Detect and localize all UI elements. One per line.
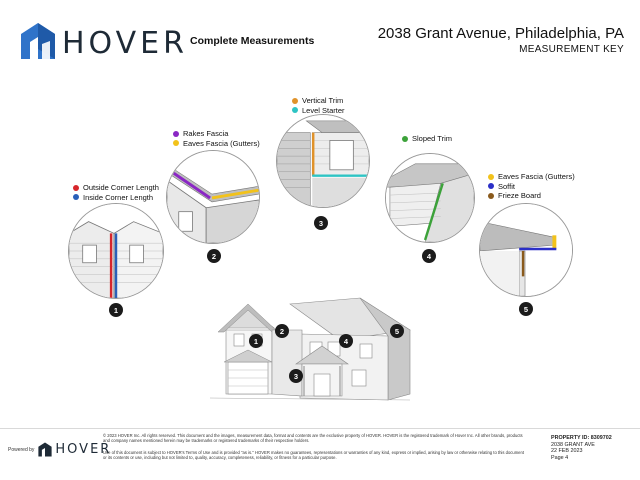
house-marker-1[interactable]: 1 bbox=[249, 334, 263, 348]
color-swatch bbox=[173, 140, 179, 146]
house-marker-4[interactable]: 4 bbox=[339, 334, 353, 348]
house-marker-2[interactable]: 2 bbox=[275, 324, 289, 338]
property-address: 2038 Grant Avenue, Philadelphia, PA bbox=[377, 25, 624, 42]
legend-detail-4 bbox=[402, 134, 452, 144]
house-marker-3[interactable]: 3 bbox=[289, 369, 303, 383]
legend-item bbox=[292, 96, 345, 106]
legend-item bbox=[488, 182, 575, 192]
color-swatch bbox=[488, 174, 494, 180]
footer-divider bbox=[0, 428, 640, 429]
powered-by-hover bbox=[8, 442, 111, 457]
legend-label: Eaves Fascia (Gutters) bbox=[498, 172, 575, 181]
logo-wordmark: HOVER bbox=[62, 26, 188, 61]
legend-detail-3 bbox=[292, 96, 345, 115]
legend-detail-2 bbox=[173, 129, 260, 148]
legend-label: Level Starter bbox=[302, 105, 345, 115]
legend-item bbox=[488, 172, 575, 182]
color-swatch bbox=[292, 98, 298, 104]
hover-logo-icon bbox=[20, 22, 56, 60]
house-marker-5[interactable]: 5 bbox=[390, 324, 404, 338]
hover-small-logo-icon bbox=[38, 442, 52, 457]
legend-detail-1 bbox=[73, 183, 159, 202]
legend-item bbox=[73, 193, 159, 203]
legend-label: Sloped Trim bbox=[412, 134, 453, 143]
detail-marker-5[interactable]: 5 bbox=[519, 302, 533, 316]
page-subtitle: MEASUREMENT KEY bbox=[519, 44, 624, 55]
detail-3-trim-illustration bbox=[276, 114, 370, 208]
legend-label: Rakes Fascia bbox=[183, 129, 229, 138]
legend-item bbox=[488, 191, 575, 201]
detail-1-corner-illustration bbox=[68, 203, 164, 299]
legend-detail-5 bbox=[488, 172, 575, 201]
detail-marker-4[interactable]: 4 bbox=[422, 249, 436, 263]
legend-label: Inside Corner Length bbox=[83, 192, 154, 202]
legend-item bbox=[402, 134, 452, 144]
detail-marker-1[interactable]: 1 bbox=[109, 303, 123, 317]
legend-label: Frieze Board bbox=[498, 191, 541, 200]
color-swatch bbox=[488, 183, 494, 189]
color-swatch bbox=[73, 194, 79, 200]
report-date: 22 FEB 2023 bbox=[551, 448, 583, 455]
color-swatch bbox=[173, 131, 179, 137]
color-swatch bbox=[73, 185, 79, 191]
detail-marker-3[interactable]: 3 bbox=[314, 216, 328, 230]
legend-label: Soffit bbox=[498, 181, 515, 191]
page-number: Page 4 bbox=[551, 455, 569, 462]
detail-2-rake-illustration bbox=[166, 150, 260, 244]
property-info bbox=[551, 435, 612, 462]
detail-4-sloped-trim-illustration bbox=[385, 153, 475, 243]
document-title: Complete Measurements bbox=[190, 35, 315, 47]
legend-label: Outside Corner Length bbox=[83, 183, 159, 192]
house-illustration bbox=[210, 290, 435, 405]
footer-property-address: 2038 GRANT AVE bbox=[551, 441, 595, 448]
legend-item bbox=[73, 183, 159, 193]
detail-5-eave-illustration bbox=[479, 203, 573, 297]
copyright-notice: © 2023 HOVER Inc. All rights reserved. This document and the images, measurement data, format and contents are the exclusive property of HOVER. HOVER is the registered trademark of Hover Inc. All other brands, products and company names mentioned herein may be trademarks or registered trademarks of their respective holders. bbox=[103, 433, 523, 444]
legend-item bbox=[173, 139, 260, 149]
legend-label: Eaves Fascia (Gutters) bbox=[183, 138, 260, 148]
legend-item bbox=[173, 129, 260, 139]
color-swatch bbox=[292, 107, 298, 113]
color-swatch bbox=[402, 136, 408, 142]
property-id: PROPERTY ID: 8309702 bbox=[551, 435, 612, 441]
powered-by-label: Powered by bbox=[8, 446, 35, 453]
color-swatch bbox=[488, 193, 494, 199]
detail-marker-2[interactable]: 2 bbox=[207, 249, 221, 263]
terms-disclaimer: Use of this document is subject to HOVER's Terms of Use and is provided "as is." HOVER makes no guarantees, representations or warranties of any kind, express or implied, arising by law or otherwise relating to this document or its contents or use, including but not limited to, quality, accuracy, completeness, reliability, or fitness for a particular purpose. bbox=[103, 450, 525, 461]
legend-label: Vertical Trim bbox=[302, 96, 344, 105]
footer-logo-wordmark: HOVER bbox=[55, 442, 112, 457]
